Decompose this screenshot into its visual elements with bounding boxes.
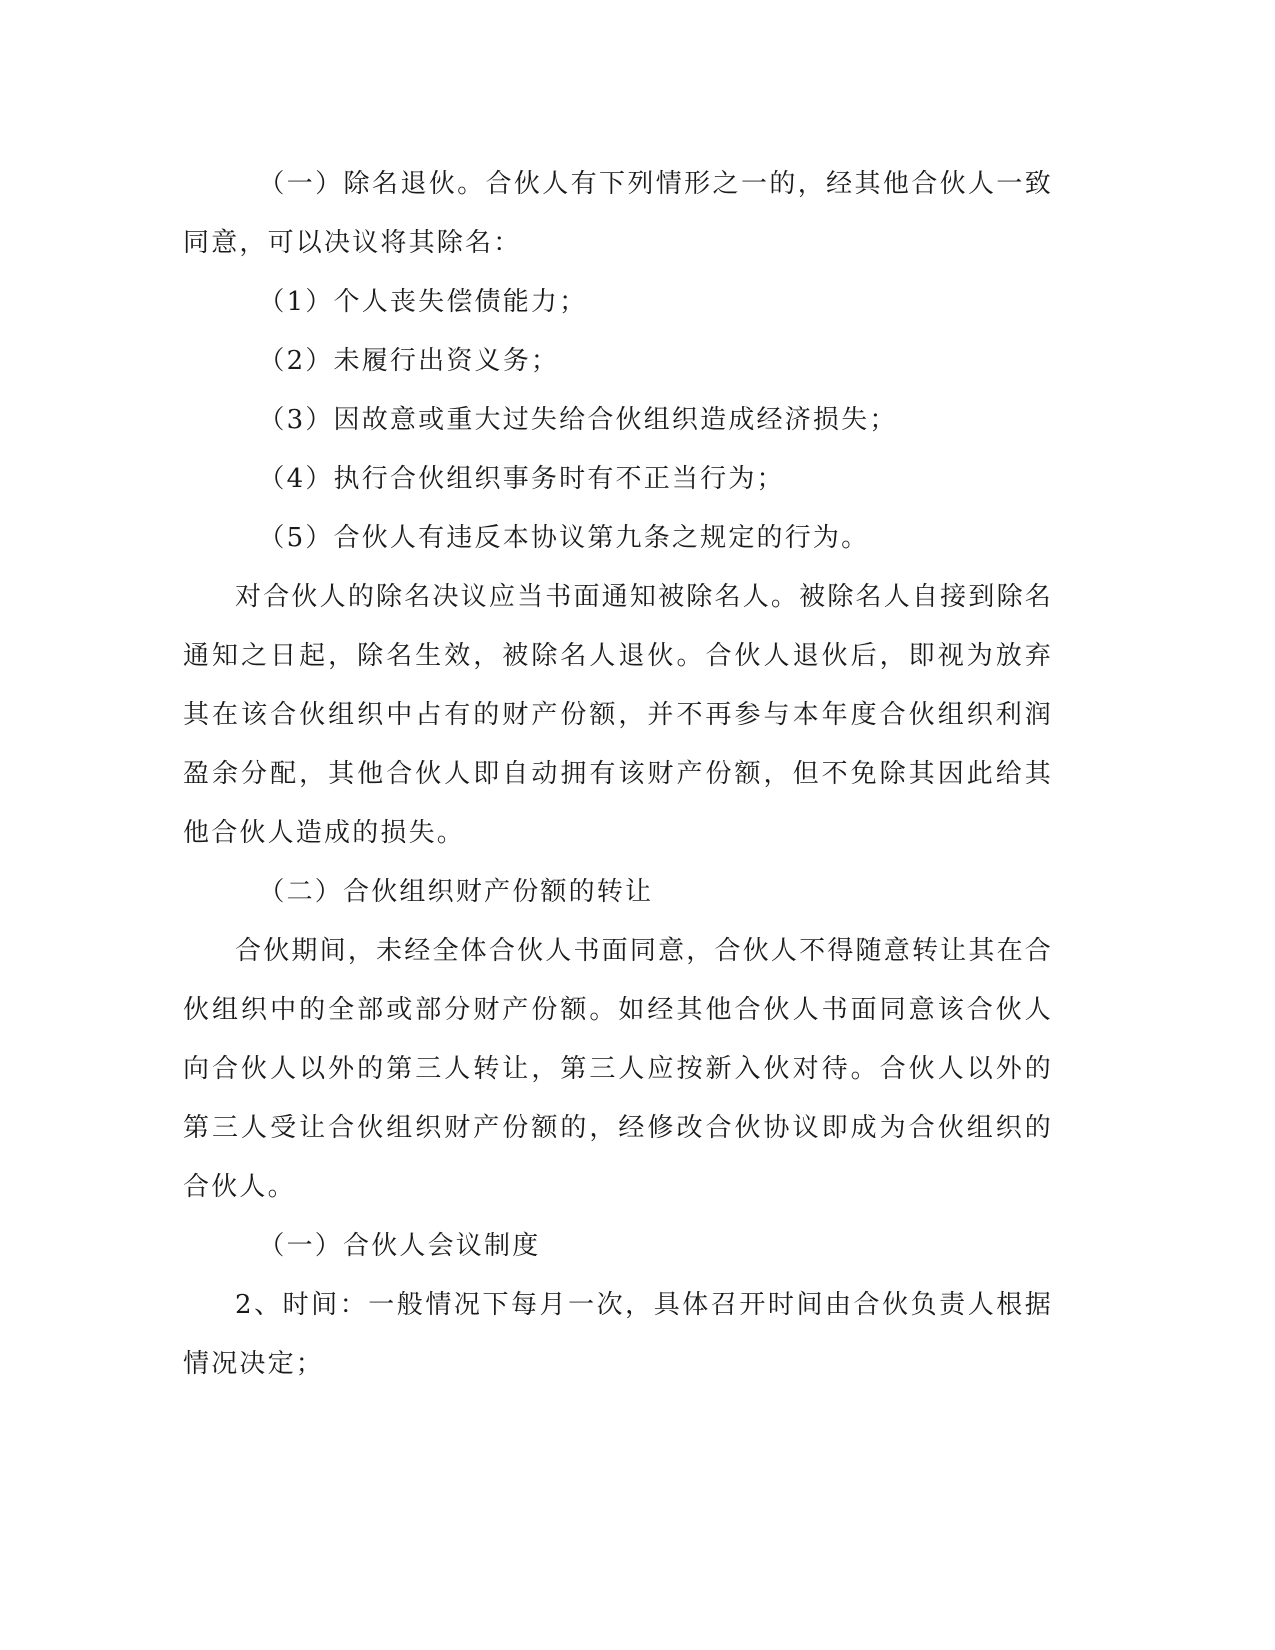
list-item: （5）合伙人有违反本协议第九条之规定的行为。 xyxy=(258,523,870,553)
section-heading-meeting: （一）合伙人会议制度 xyxy=(258,1231,541,1261)
section-heading-transfer: （二）合伙组织财产份额的转让 xyxy=(258,877,654,907)
paragraph-expulsion-heading: （一）除名退伙。合伙人有下列情形之一的，经其他合伙人一致同意，可以决议将其除名： xyxy=(183,169,1053,258)
list-item: （3）因故意或重大过失给合伙组织造成经济损失； xyxy=(258,405,898,435)
paragraph-meeting-time: 2、时间：一般情况下每月一次，具体召开时间由合伙负责人根据情况决定； xyxy=(183,1290,1053,1379)
list-item: （2）未履行出资义务； xyxy=(258,346,560,376)
document-body xyxy=(183,155,1053,1394)
list-item: （1）个人丧失偿债能力； xyxy=(258,287,588,317)
paragraph-transfer-rules: 合伙期间，未经全体合伙人书面同意，合伙人不得随意转让其在合伙组织中的全部或部分财产份额。如经其他合伙人书面同意该合伙人向合伙人以外的第三人转让，第三人应按新入伙对待。合伙人以外的第三人受让合伙组织财产份额的，经修改合伙协议即成为合伙组织的合伙人。 xyxy=(183,936,1053,1202)
list-item: （4）执行合伙组织事务时有不正当行为； xyxy=(258,464,785,494)
paragraph-expulsion-notice: 对合伙人的除名决议应当书面通知被除名人。被除名人自接到除名通知之日起，除名生效，被除名人退伙。合伙人退伙后，即视为放弃其在该合伙组织中占有的财产份额，并不再参与本年度合伙组织利润盈余分配，其他合伙人即自动拥有该财产份额，但不免除其因此给其他合伙人造成的损失。 xyxy=(183,582,1053,848)
